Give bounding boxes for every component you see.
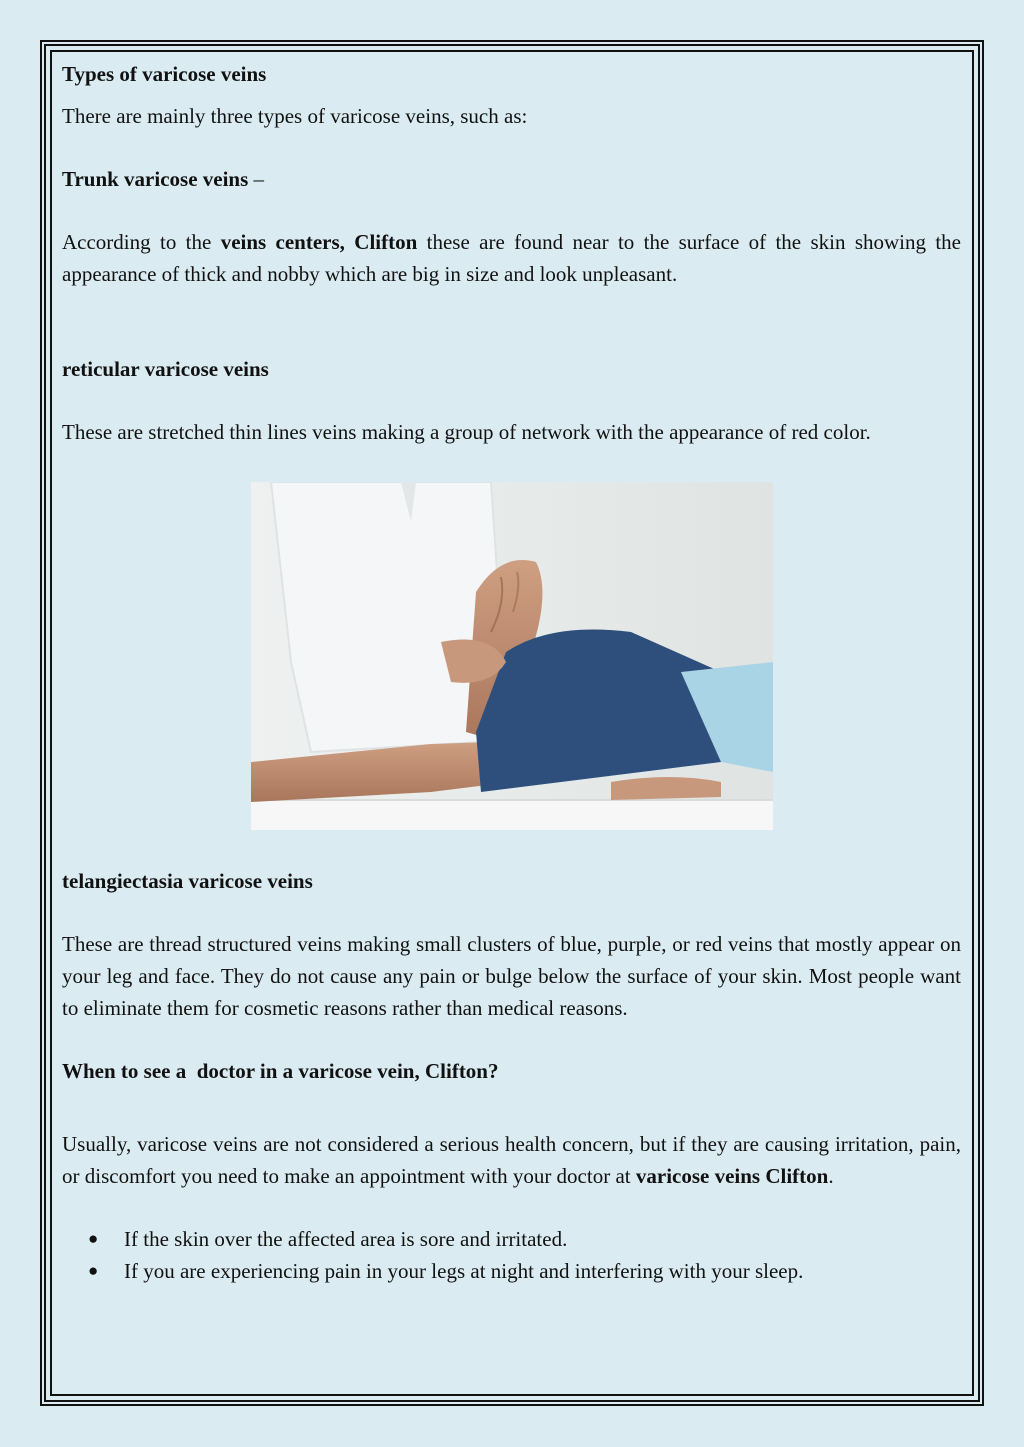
bullet-icon: ● [88,1229,99,1248]
trunk-body-post: these are found near to the surface of the skin showing the appearance of thick and nobby which are big in size and look unpleasant. [62,230,961,286]
document-content [62,58,961,1287]
list-item [88,1255,961,1287]
trunk-heading-line [62,163,961,195]
doctor-bullet-list [62,1223,961,1287]
trunk-heading-dash: – [248,167,265,191]
trunk-body-pre: According to the [62,230,221,254]
doctor-body-pre: Usually, varicose veins are not considered a serious health concern, but if they are causing irritation, pain, or discomfort you need to make an appointment with your doctor at [62,1132,961,1188]
list-item [88,1223,961,1255]
trunk-body-bold: veins centers, Clifton [220,230,418,254]
reticular-heading: reticular varicose veins [62,357,269,381]
reticular-body: These are stretched thin lines veins making a group of network with the appearance of red color. [62,420,871,444]
types-heading: Types of varicose veins [62,62,267,86]
doctor-body [62,1128,961,1192]
trunk-heading: Trunk varicose veins [62,167,249,191]
trunk-body [62,226,961,290]
exam-table [251,800,773,830]
telangiectasia-body: These are thread structured veins making small clusters of blue, purple, or red veins that mostly appear on your leg and face. They do not cause any pain or bulge below the surface of your skin. Most people want to eliminate them for cosmetic reasons rather than medical reasons. [62,932,961,1020]
doctor-white-coat [271,482,501,752]
telangiectasia-heading: telangiectasia varicose veins [62,869,313,893]
bullet-icon: ● [88,1261,99,1280]
types-intro: There are mainly three types of varicose veins, such as: [62,104,528,128]
doctor-heading: When to see a doctor in a varicose vein, Clifton? [62,1059,499,1083]
doctor-body-post: . [828,1164,834,1188]
doctor-body-bold: varicose veins Clifton [635,1164,829,1188]
bullet-text: If you are experiencing pain in your legs at night and interfering with your sleep. [124,1259,804,1283]
patient-hand [611,777,721,800]
bullet-text: If the skin over the affected area is sore and irritated. [124,1227,568,1251]
doctor-examining-leg-photo [251,482,773,830]
